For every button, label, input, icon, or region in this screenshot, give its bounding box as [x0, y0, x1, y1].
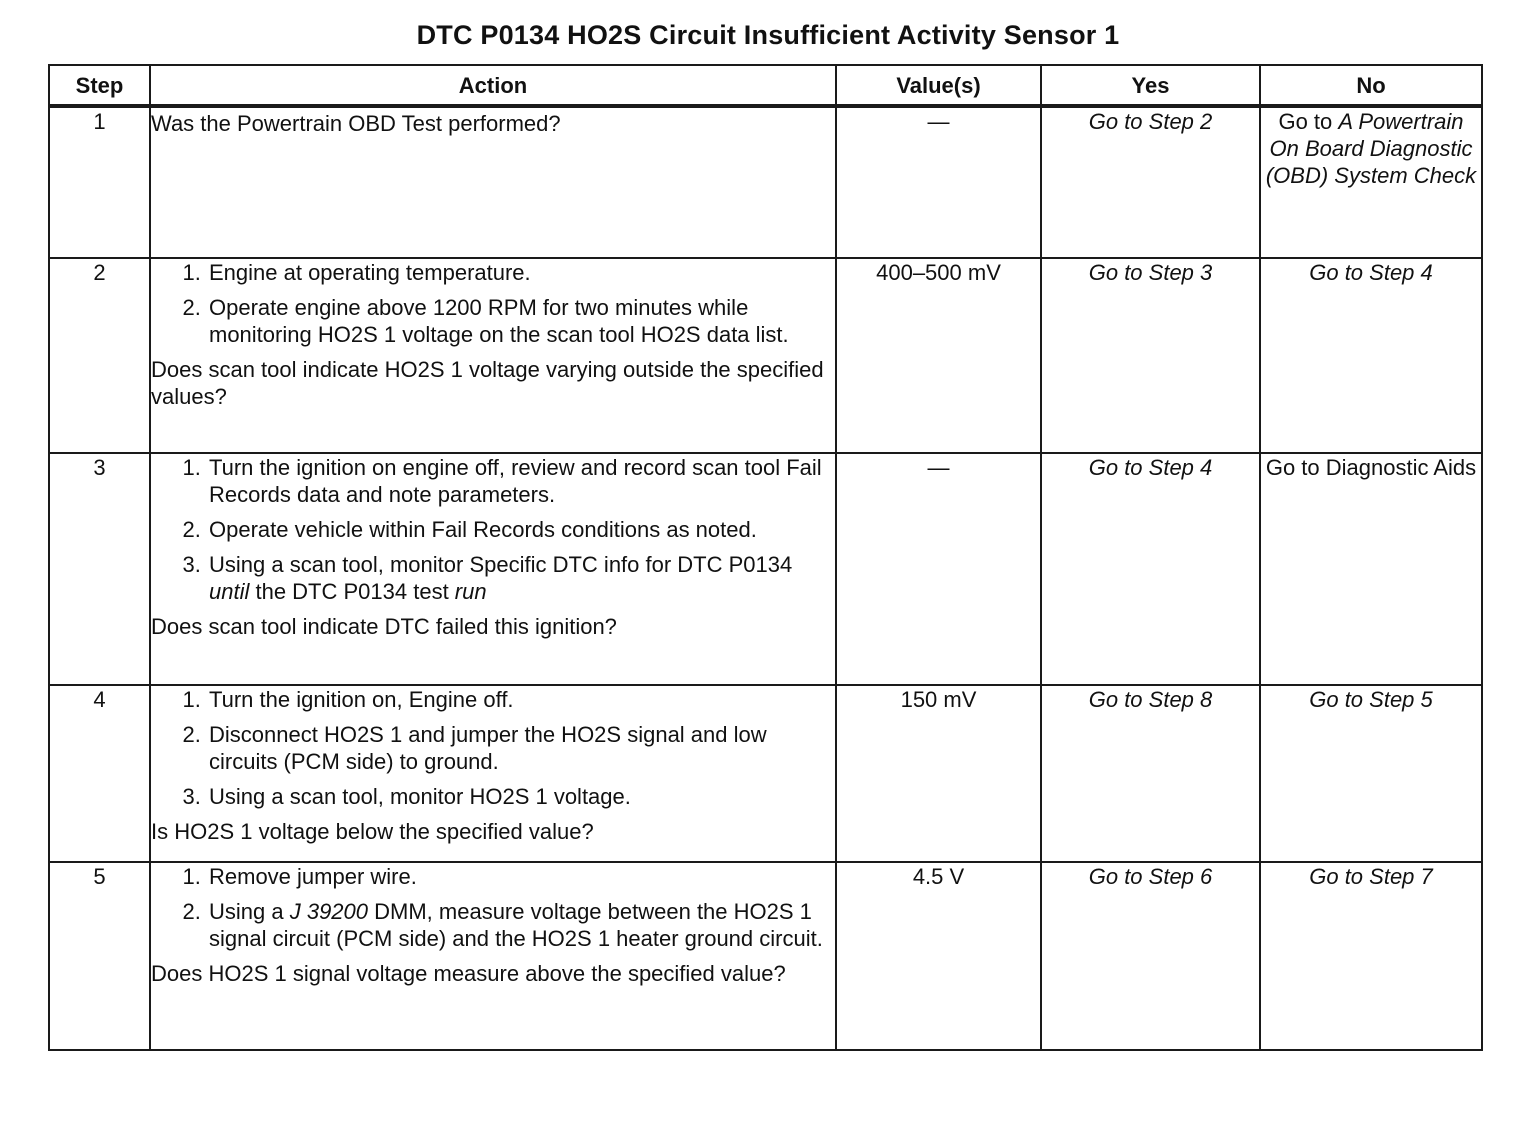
yes-result: Go to Step 8 [1041, 685, 1260, 862]
step-number: 3 [49, 453, 150, 685]
table-row [49, 685, 1482, 862]
no-result-reference: A Powertrain On Board Diagnostic (OBD) System Check [1265, 109, 1477, 188]
action-cell [150, 258, 836, 453]
action-question: Does HO2S 1 signal voltage measure above the specified value? [151, 961, 786, 986]
action-steps [151, 454, 835, 605]
page-title: DTC P0134 HO2S Circuit Insufficient Activity Sensor 1 [416, 20, 1120, 50]
action-step-text: Using a [209, 899, 290, 924]
header-values: Value(s) [836, 65, 1041, 106]
value-cell: 150 mV [836, 685, 1041, 862]
diagnostic-table [48, 64, 1483, 1051]
action-step: 1. Turn the ignition on, Engine off. [207, 686, 835, 713]
no-result [1260, 106, 1482, 258]
yes-result: Go to Step 3 [1041, 258, 1260, 453]
table-row [49, 106, 1482, 258]
action-cell [150, 453, 836, 685]
table-header-row [49, 65, 1482, 106]
action-step-emphasis: run [454, 579, 487, 604]
no-result: Go to Step 4 [1260, 258, 1482, 453]
action-steps [151, 259, 835, 348]
table-row [49, 258, 1482, 453]
value-cell: — [836, 453, 1041, 685]
header-step: Step [49, 65, 150, 106]
action-step: 1. Remove jumper wire. [207, 863, 835, 890]
header-yes: Yes [1041, 65, 1260, 106]
action-steps [151, 686, 835, 810]
yes-result: Go to Step 2 [1041, 106, 1260, 258]
value-cell: 400–500 mV [836, 258, 1041, 453]
table-row [49, 453, 1482, 685]
action-step-emphasis: until [209, 579, 250, 604]
action-step: 1. Turn the ignition on engine off, review and record scan tool Fail Records data and note parameters. [207, 454, 835, 508]
action-cell [150, 685, 836, 862]
action-step: 2. Operate engine above 1200 RPM for two minutes while monitoring HO2S 1 voltage on the scan tool HO2S data list. [207, 294, 835, 348]
action-question: Is HO2S 1 voltage below the specified value? [151, 819, 594, 844]
action-step: 2. Disconnect HO2S 1 and jumper the HO2S signal and low circuits (PCM side) to ground. [207, 721, 835, 775]
action-cell [150, 106, 836, 258]
no-result: Go to Step 5 [1260, 685, 1482, 862]
action-step-text: Using a scan tool, monitor Specific DTC info for DTC P0134 [209, 552, 793, 577]
action-steps [151, 863, 835, 952]
no-result: Go to Step 7 [1260, 862, 1482, 1050]
yes-result: Go to Step 4 [1041, 453, 1260, 685]
step-number: 1 [49, 106, 150, 258]
action-step: 1. Engine at operating temperature. [207, 259, 835, 286]
step-number: 5 [49, 862, 150, 1050]
action-step: 3. Using a scan tool, monitor HO2S 1 voltage. [207, 783, 835, 810]
action-step: 2. Operate vehicle within Fail Records conditions as noted. [207, 516, 835, 543]
action-question: Does scan tool indicate HO2S 1 voltage varying outside the specified values? [151, 357, 824, 409]
action-step-text: the DTC P0134 test [249, 579, 455, 604]
value-cell: 4.5 V [836, 862, 1041, 1050]
action-question: Was the Powertrain OBD Test performed? [151, 111, 561, 136]
step-number: 2 [49, 258, 150, 453]
header-action: Action [150, 65, 836, 106]
step-number: 4 [49, 685, 150, 862]
table-row [49, 862, 1482, 1050]
tool-reference: J 39200 [289, 899, 369, 924]
action-step-text: DMM, measure voltage between the HO2S 1 signal circuit (PCM side) and the HO2S 1 heater ground circuit. [209, 899, 823, 951]
yes-result: Go to Step 6 [1041, 862, 1260, 1050]
value-cell: — [836, 106, 1041, 258]
action-step [207, 898, 835, 952]
header-no: No [1260, 65, 1482, 106]
action-step [207, 551, 835, 605]
no-result-prefix: Go to [1278, 109, 1339, 134]
no-result: Go to Diagnostic Aids [1260, 453, 1482, 685]
action-question: Does scan tool indicate DTC failed this ignition? [151, 614, 617, 639]
action-cell [150, 862, 836, 1050]
